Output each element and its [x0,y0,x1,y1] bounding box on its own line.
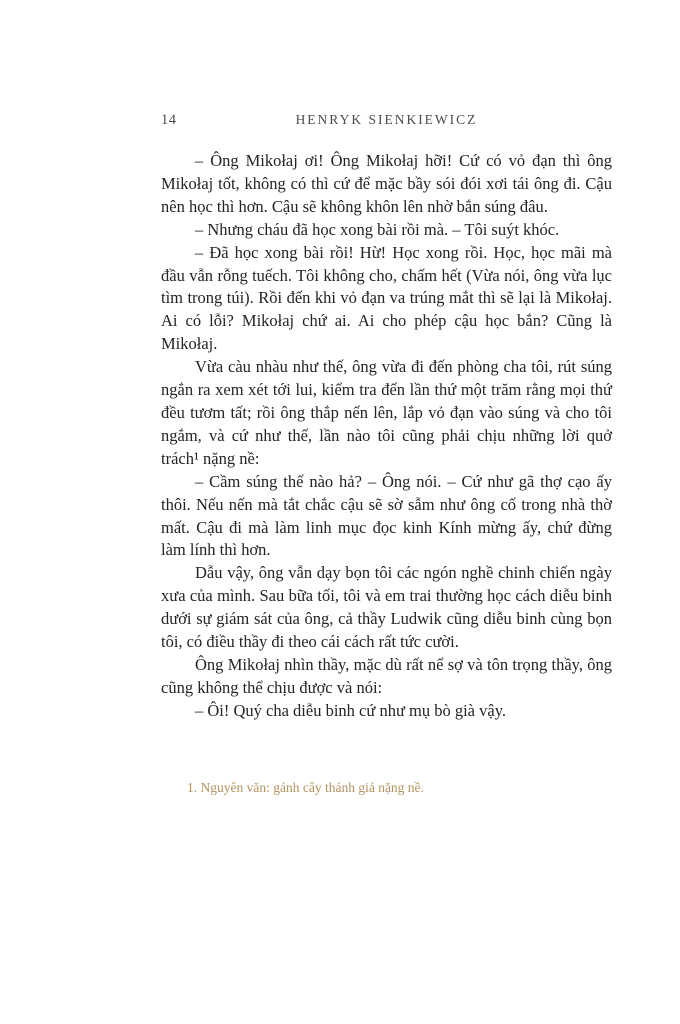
running-title: HENRYK SIENKIEWICZ [295,112,478,127]
paragraph: – Đã học xong bài rồi! Hừ! Học xong rồi. Học, học mãi mà đầu vẫn rỗng tuếch. Tôi không cho, chấm hết (Vừa nói, ông vừa lục tìm trong túi). Rồi đến khi vỏ đạn va trúng mắt thì sẽ lại là Mikołaj. Ai có lỗi? Mikołaj chứ ai. Ai cho phép cậu học bắn? Cũng là Mikołaj. [161,242,612,354]
paragraph: – Cầm súng thế nào hả? – Ông nói. – Cứ như gã thợ cạo ấy thôi. Nếu nến mà tắt chắc cậu sẽ sờ sẫm như ông cố trong nhà thờ mất. Cậu đi mà làm linh mục đọc kinh Kính mừng ấy, chứ đừng làm lính thì hơn. [161,471,612,560]
page-body [161,150,612,723]
page-header [161,112,612,132]
paragraph: – Ông Mikołaj ơi! Ông Mikołaj hỡi! Cứ có vỏ đạn thì ông Mikołaj tốt, không có thì cứ để mặc bầy sói đói xơi tái ông đi. Cậu nên học thì hơn. Cậu sẽ không khôn lên nhờ bắn súng đâu. [161,151,612,216]
paragraph: – Ôi! Quý cha diễu binh cứ như mụ bò già vậy. [195,700,507,720]
paragraph: Ông Mikołaj nhìn thầy, mặc dù rất nể sợ và tôn trọng thầy, ông cũng không thể chịu được và nói: [161,654,612,697]
footnote: 1. Nguyên văn: gánh cây thánh giá nặng nề. [187,779,424,795]
page-content [161,112,612,797]
paragraph: – Nhưng cháu đã học xong bài rồi mà. – Tôi suýt khóc. [195,219,560,239]
page-number: 14 [161,112,177,128]
paragraph: Dẫu vậy, ông vẫn dạy bọn tôi các ngón nghề chinh chiến ngày xưa của mình. Sau bữa tối, tôi và em trai thường học cách diễu binh dưới sự giám sát của ông, cả thầy Ludwik cũng diễu binh cùng bọn tôi, có điều thầy đi theo cái cách rất tức cười. [161,563,612,652]
paragraph: Vừa càu nhàu như thế, ông vừa đi đến phòng cha tôi, rút súng ngắn ra xem xét tới lui, kiểm tra đến lần thứ một trăm rằng mọi thứ đều tươm tất; rồi ông thắp nến lên, lắp vỏ đạn vào súng và cho tôi ngắm, và cứ như thế, lần nào tôi cũng phải chịu những lời quở trách¹ nặng nề: [161,357,612,468]
